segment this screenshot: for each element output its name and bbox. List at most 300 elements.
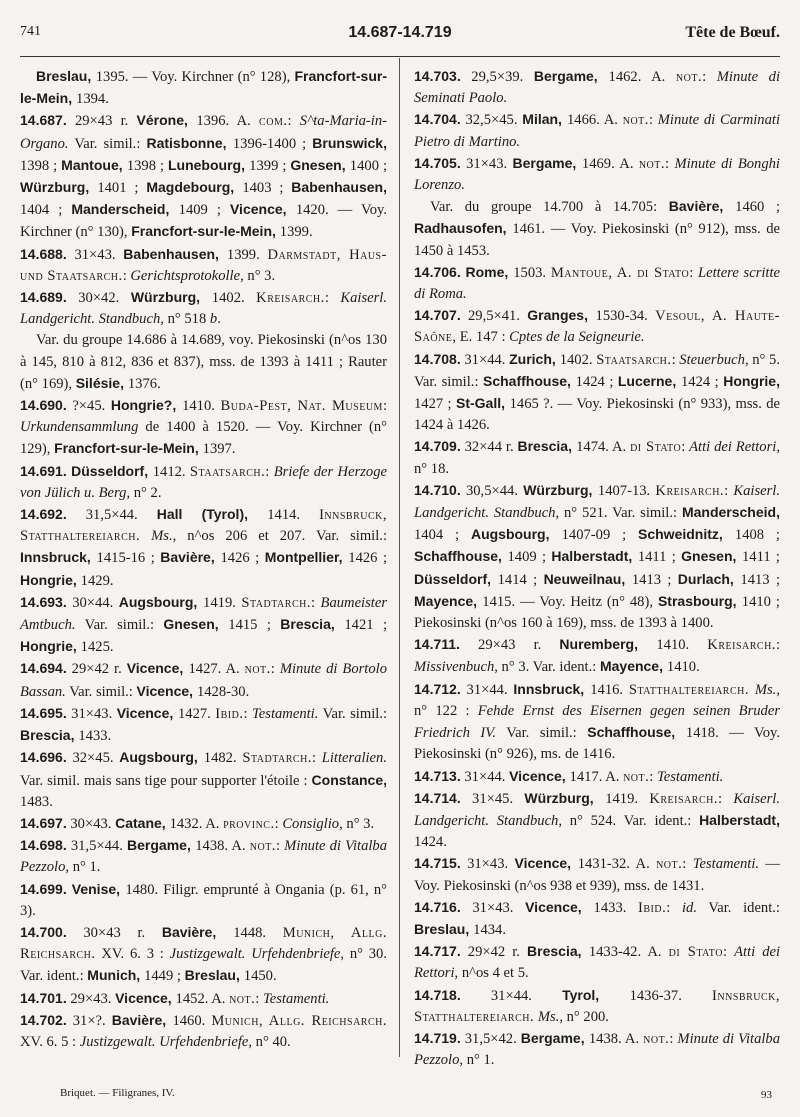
catalog-entry <box>20 922 387 988</box>
entry-number: 14.702. <box>20 1011 67 1028</box>
entry-number: 14.717. <box>414 943 461 960</box>
place-name: Zurich, <box>509 350 560 367</box>
entry-text: 32×45. <box>66 750 120 767</box>
entry-continuation <box>20 330 387 395</box>
place-name: Brescia, <box>517 438 577 455</box>
entry-text: , n° 200. <box>559 1008 609 1025</box>
entry-text: : <box>287 113 300 130</box>
place-name: Breslau, <box>184 967 244 984</box>
catalog-entry <box>414 153 780 196</box>
entry-text: 31,5×44. <box>66 507 157 524</box>
entry-number: 14.692. <box>20 506 67 523</box>
catalog-entry <box>20 287 387 330</box>
entry-text: Var. simil.: <box>318 705 388 722</box>
entry-number: 14.700. <box>20 923 67 940</box>
place-name: Augsbourg, <box>470 526 562 543</box>
place-name: Innsbruck, <box>513 680 591 697</box>
entry-text: 1424 ; <box>575 373 618 390</box>
entry-text: 31×44. <box>460 768 510 785</box>
entry-text: 1421 ; <box>344 617 387 634</box>
place-name: Hongrie, <box>20 571 81 588</box>
entry-text: 1396-1400 ; <box>232 135 313 152</box>
archive-name: Vesoul, A. Haute-Saône <box>414 308 780 346</box>
entry-text: 1424. <box>414 834 447 851</box>
entry-text: 30×44. <box>66 594 119 611</box>
place-name: Vicence, <box>229 201 296 218</box>
entry-text: 1427. A. <box>188 661 245 678</box>
catalog-entry <box>414 66 780 109</box>
entry-text: de 1400 à 1520. — Voy. Kirchner (n° 129), <box>20 419 387 458</box>
place-name: Mantoue, <box>61 156 127 173</box>
archive-name: Staatsarch. <box>189 463 266 480</box>
catalog-entry <box>20 1010 387 1053</box>
entry-text: Var. du groupe 14.686 à 14.689, voy. Piekosinski (n^os 130 à 145, 810 à 812, 836 et 837), mss. de 1393 à 1411 ; Rauter (n° 169), <box>20 332 387 392</box>
place-name: Catane, <box>115 814 170 831</box>
entry-text: 1431-32. A. <box>577 856 657 873</box>
entry-text: 1482. <box>203 750 243 767</box>
place-name: Milan, <box>522 111 567 128</box>
entry-text: 1414. <box>267 507 320 524</box>
place-name: Manderscheid, <box>681 504 780 521</box>
place-name: Breslau, <box>414 920 474 937</box>
catalog-entry <box>414 941 780 984</box>
entry-text: 1429. <box>80 572 114 589</box>
document-title: Cptes de la Seigneurie. <box>509 329 645 346</box>
place-name: Bergame, <box>533 68 609 84</box>
document-title: Minute di Vitalba Pezzolo <box>414 1030 781 1069</box>
entry-text: Var. ident.: <box>696 899 780 916</box>
document-title: Kaiserl. Landgericht. Standbuch <box>414 482 780 522</box>
place-name: Vicence, <box>126 660 189 677</box>
entry-number: 14.699. <box>20 880 67 897</box>
archive-name: com. <box>259 113 288 130</box>
entry-text: 1415 ; <box>228 617 281 634</box>
entry-text: , E. 147 : <box>452 329 510 346</box>
entry-text: : <box>648 112 658 129</box>
place-name: Brescia, <box>20 727 79 744</box>
entry-text: Var. simil.: <box>65 683 137 700</box>
entry-text: 1426 ; <box>348 550 388 567</box>
entry-text: , n° 40. <box>248 1033 291 1050</box>
entry-text: : <box>274 815 283 832</box>
entry-text: 29×42 r. <box>460 944 528 961</box>
catalog-entry <box>414 679 780 766</box>
entry-text: 1415-16 ; <box>96 550 161 567</box>
entry-text: : <box>255 990 263 1007</box>
left-column <box>20 66 387 1053</box>
entry-text: , n° 521. Var. simil.: <box>555 505 682 522</box>
entry-text: 29,5×39. <box>460 69 534 85</box>
catalog-entry <box>414 897 780 941</box>
entry-text: 31,5×42. <box>460 1030 521 1047</box>
entry-number: 14.718. <box>414 986 461 1003</box>
entry-number: 14.687. <box>20 112 67 129</box>
entry-text: 29×43 r. <box>459 637 560 654</box>
entry-text: 1404 ; <box>20 202 72 219</box>
place-name: Magdebourg, <box>146 179 243 196</box>
entry-text: 31×43. <box>460 899 526 916</box>
catalog-entry <box>20 813 387 835</box>
place-name: Gnesen, <box>290 156 350 173</box>
archive-name: Ibid. <box>638 899 667 916</box>
entry-number: 14.707. <box>414 307 461 324</box>
entry-text: , n° 1. <box>65 859 101 876</box>
place-name: Augsbourg, <box>118 593 204 610</box>
entry-number: 14.709. <box>414 438 461 455</box>
entry-text: 1396. A. <box>196 113 260 130</box>
place-name: Augsbourg, <box>119 749 204 766</box>
entry-text: 1433. <box>593 899 639 916</box>
footer-credit: Briquet. — Filigranes, IV. <box>60 1087 175 1099</box>
document-title: Ms. <box>151 528 173 545</box>
entry-text: 1465 ?. — Voy. Piekosinski (n° 933), mss. de 1424 à 1426. <box>414 396 780 434</box>
place-name: Würzburg, <box>20 179 98 196</box>
entry-text: Var. simil.: <box>75 617 164 634</box>
place-name: Babenhausen, <box>291 179 387 196</box>
place-name: Bavière, <box>668 198 736 215</box>
entry-text: 1530-34. <box>595 308 656 325</box>
entry-text: : <box>702 69 717 85</box>
document-title: Consiglio <box>282 815 340 832</box>
entry-text: 31×44. <box>460 351 510 368</box>
document-title: Lettere scritte di Roma. <box>414 264 781 303</box>
place-name: Munich, <box>87 967 145 984</box>
place-name: Halberstadt, <box>699 811 780 828</box>
catalog-entry <box>414 436 780 479</box>
entry-text: : <box>243 705 253 722</box>
entry-text: , n^os 206 et 207. Var. simil.: <box>172 528 387 545</box>
place-name: Babenhausen, <box>123 245 227 262</box>
entry-text: 1411 ; <box>637 549 682 566</box>
entry-text: 1410. <box>182 398 221 415</box>
place-name: Bergame, <box>512 154 582 171</box>
catalog-entry <box>20 658 387 702</box>
place-name: Gnesen, <box>681 548 742 565</box>
entry-text: Var. simil.: <box>68 135 147 152</box>
place-name: Bavière, <box>160 549 221 566</box>
entry-text: 32,5×45. <box>460 112 523 129</box>
archive-name: Munich, Allg. Reichsarch. <box>20 924 387 963</box>
entry-text: 1404 ; <box>414 527 471 544</box>
entry-text: 30×43 r. <box>66 924 162 941</box>
place-name: Schweidnitz, <box>638 526 735 543</box>
document-title: Minute di Seminati Paolo. <box>414 69 781 107</box>
archive-name: not. <box>623 768 650 785</box>
entry-text: 1411 ; <box>741 549 780 566</box>
entry-text: 29×43 r. <box>66 113 137 130</box>
entry-number: 14.704. <box>414 111 461 128</box>
entry-text: 1409 ; <box>178 202 230 219</box>
entry-text: XV. 6. 5 : <box>20 1033 80 1050</box>
place-name: Mayence, <box>414 592 483 609</box>
catalog-entry <box>414 634 780 678</box>
entry-text: 1413 ; <box>740 571 780 588</box>
entry-text: 1452. A. <box>175 990 230 1007</box>
entry-text: 32×44 r. <box>460 439 518 456</box>
entry-text: 1397. <box>202 441 236 458</box>
archive-name: Innsbruck, Statthaltereiarch. <box>414 987 780 1025</box>
entry-text: 1466. A. <box>566 112 623 129</box>
place-name: Würzburg, <box>130 289 212 306</box>
place-name: St-Gall, <box>455 395 510 412</box>
place-name: Schaffhouse, <box>483 372 576 389</box>
place-name: Schaffhouse, <box>587 724 686 741</box>
entry-text: 31×43. <box>460 155 513 172</box>
entry-number: 14.712. <box>414 680 461 697</box>
document-title: Ms. <box>754 681 777 698</box>
entry-text: : <box>682 856 693 873</box>
document-title: Gerichtsprotokolle <box>130 267 241 284</box>
catalog-entry <box>20 395 387 461</box>
archive-name: not. <box>643 1030 670 1047</box>
catalog-entry <box>20 747 387 813</box>
entry-text: : <box>382 398 387 415</box>
archive-name: not. <box>249 838 276 855</box>
entry-text: 1394. <box>76 91 109 108</box>
running-title: Tête de Bœuf. <box>685 24 780 41</box>
entry-text: 1436-37. <box>629 987 713 1004</box>
place-name: Francfort-sur-le-Mein, <box>131 223 280 240</box>
entry-text: : <box>265 463 274 480</box>
entry-number: 14.695. <box>20 704 67 721</box>
document-title: b <box>209 311 218 328</box>
entry-number: 14.691. <box>20 462 67 479</box>
entry-number: 14.708. <box>414 350 461 367</box>
entry-text: : <box>669 1030 678 1047</box>
entry-text: 31,5×44. <box>66 838 128 855</box>
entry-text: : <box>671 351 680 368</box>
entry-text: 1400 ; <box>349 157 387 174</box>
entry-text: 1395. — Voy. Kirchner (n° 128), <box>95 69 295 85</box>
place-name: Vicence, <box>514 855 578 872</box>
entry-text: : <box>324 290 341 307</box>
place-name: Breslau, <box>36 68 96 84</box>
entry-number: 14.713. <box>414 767 461 784</box>
entry-text: 1461. — Voy. Piekosinski (n° 912), mss. de 1450 à 1453. <box>414 221 780 259</box>
document-title: Testamenti. <box>252 705 319 722</box>
catalog-entry <box>20 879 387 922</box>
document-title: Minute di Vitalba Pezzolo <box>20 838 388 876</box>
entry-text: 1460 ; <box>735 199 781 216</box>
place-name: Schaffhouse, <box>414 548 508 565</box>
entry-number: 14.706. <box>414 263 461 280</box>
archive-name: Ibid. <box>215 705 244 722</box>
entry-text: 1419. <box>605 790 650 807</box>
document-title: Litteralien. <box>321 750 387 767</box>
catalog-entry <box>20 504 387 592</box>
place-name: Manderscheid, <box>71 201 179 218</box>
entry-text: Var. simil. mais sans tige pour supporter l'étoile : <box>20 772 312 789</box>
entry-text: 1434. <box>473 921 506 938</box>
document-title: Testamenti. <box>656 768 724 785</box>
entry-text: , n° 18. <box>414 439 780 477</box>
place-name: Strasbourg, <box>657 592 742 609</box>
catalog-entry <box>414 480 780 634</box>
entry-number: 14.711. <box>414 636 460 653</box>
document-title: Kaiserl. Landgericht. Standbuch <box>414 790 780 829</box>
document-title: Minute di Bortolo Bassan. <box>20 661 387 700</box>
archive-name: Statthaltereiarch. <box>628 681 750 698</box>
entry-text: — Voy. Piekosinski (n^os 938 et 939), mss. de 1431. <box>414 856 781 894</box>
entry-text: 1403 ; <box>242 180 292 197</box>
catalog-entry <box>20 461 387 504</box>
entry-text: 1449 ; <box>144 968 185 985</box>
entry-text: 29×43. <box>66 990 116 1007</box>
catalog-entry <box>20 592 387 659</box>
entry-text: 29,5×41. <box>460 308 528 325</box>
archive-name: Kreisarch. <box>655 482 725 499</box>
place-name: Ratisbonne, <box>146 134 233 151</box>
place-name: Neuweilnau, <box>543 570 632 587</box>
entry-text: 1398 ; <box>126 157 168 174</box>
entry-text: 1462. A. <box>608 69 676 85</box>
document-title: Testamenti. <box>262 990 330 1007</box>
place-name: Bavière, <box>161 923 234 940</box>
entry-text: XV. 6. 3 : <box>95 946 170 963</box>
place-name: Lucerne, <box>617 372 681 389</box>
entry-text: 1433. <box>78 728 112 745</box>
place-name: Hongrie, <box>723 372 780 389</box>
place-name: Tyrol, <box>562 986 630 1003</box>
entry-text: 1426 ; <box>220 550 265 567</box>
entry-text: , n° 2. <box>126 484 162 501</box>
entry-text: 1418. — Voy. Piekosinski (n° 926), ms. de 1416. <box>414 725 781 763</box>
entry-number: 14.719. <box>414 1029 461 1046</box>
catalog-entry <box>414 262 780 305</box>
page-header <box>20 18 780 48</box>
catalog-entry <box>414 349 780 437</box>
place-name: Bavière, <box>111 1011 173 1028</box>
entry-text: 1407-13. <box>597 482 656 499</box>
entry-number: 14.689. <box>20 289 67 306</box>
entry-text: 31×43. <box>66 705 117 722</box>
place-name: Nuremberg, <box>559 636 657 653</box>
place-name: Halberstadt, <box>551 548 638 565</box>
entry-text: , n° 30. Var. ident.: <box>20 946 387 985</box>
archive-name: not. <box>229 990 256 1007</box>
entry-continuation <box>414 196 780 262</box>
entry-text: : <box>310 594 321 611</box>
catalog-entry <box>414 305 780 348</box>
place-name: Gnesen, <box>163 616 229 633</box>
archive-name: Kreisarch. <box>649 790 718 807</box>
place-name: Francfort-sur-le-Mein, <box>54 440 203 457</box>
place-name: Granges, <box>527 307 596 324</box>
entry-text: 1425. <box>80 639 114 656</box>
entry-text: , n° 524. Var. ident.: <box>558 812 700 829</box>
entry-text: 1401 ; <box>97 180 147 197</box>
entry-text: 1399. <box>226 246 268 263</box>
entry-text: 1438. A. <box>588 1030 644 1047</box>
entry-text: 1448. <box>233 924 283 941</box>
entry-text: 1460. <box>172 1012 212 1029</box>
right-column <box>414 66 780 1071</box>
document-title: Steuerbuch <box>679 351 745 368</box>
entry-text: 29×42 r. <box>66 661 127 678</box>
document-title: Justizgewalt. Urfehdenbriefe <box>79 1033 249 1050</box>
entry-text: 31×44. <box>460 681 514 698</box>
archive-name: Kreisarch. <box>256 290 325 307</box>
entry-text: 31×?. <box>66 1012 112 1029</box>
entry-text: : <box>724 482 734 499</box>
document-title: Baumeister Amtbuch. <box>20 594 388 634</box>
entry-text: : <box>649 768 657 785</box>
entry-text: 1503. <box>513 264 551 281</box>
entry-number: 14.705. <box>414 154 461 171</box>
entry-text: 30×42. <box>66 290 131 307</box>
place-name: Mayence, <box>599 658 667 675</box>
place-name: Brunswick, <box>312 134 387 151</box>
document-title: Briefe der Herzoge von Jülich u. Berg <box>20 463 388 501</box>
place-name: Francfort-sur-le-Mein, <box>20 68 387 107</box>
document-title: Atti dei Rettori <box>689 439 777 456</box>
place-name: Lunebourg, <box>167 156 250 173</box>
catalog-entry <box>414 766 780 788</box>
entry-text: 1376. <box>127 375 161 392</box>
catalog-entry <box>414 853 780 896</box>
entry-text: , n° 1. <box>459 1052 495 1069</box>
entry-text: 31×43. <box>460 856 515 873</box>
entry-number: 14.698. <box>20 837 67 854</box>
place-name: Rome, <box>465 263 514 280</box>
entry-text: , n^os 4 et 5. <box>454 965 529 982</box>
catalog-entry <box>20 835 387 878</box>
place-name: Brescia, <box>527 943 589 960</box>
document-title: S^ta-Maria-in-Organo. <box>20 113 388 152</box>
entry-number: 14.693. <box>20 593 67 610</box>
entry-number: 14.710. <box>414 481 461 498</box>
archive-name: Stadtarch. <box>242 750 312 767</box>
entry-number: 14.688. <box>20 245 67 262</box>
entry-text: 1415. — Voy. Heitz (n° 48), <box>482 593 658 610</box>
entry-text: 1480. Filigr. emprunté à Ongania (p. 61, n° 3). <box>20 881 387 919</box>
place-name: Radhausofen, <box>414 220 513 237</box>
entry-number: 14.694. <box>20 660 67 677</box>
document-title: Fehde Ernst des Eisernen gegen seinen Bruder Friedrich IV. <box>414 702 781 742</box>
entry-text: 31×45. <box>460 790 525 807</box>
archive-name: Munich, Allg. Reichsarch. <box>211 1012 388 1029</box>
document-title: Minute di Bonghi Lorenzo. <box>414 155 780 194</box>
place-name: Hall (Tyrol), <box>156 506 268 523</box>
footer-signature: 93 <box>761 1089 772 1101</box>
place-name: Würzburg, <box>523 481 598 498</box>
entry-text: 1398 ; <box>20 157 62 174</box>
archive-name: not. <box>244 661 271 678</box>
entry-text: 1469. A. <box>581 155 639 172</box>
entry-text: 1412. <box>152 463 190 480</box>
entry-text: 1399 ; <box>249 157 291 174</box>
entry-text: 1419. <box>203 594 242 611</box>
entry-text: : <box>666 899 682 916</box>
entry-text: . <box>217 311 221 328</box>
place-name: Düsseldorf, <box>414 570 498 587</box>
entry-continuation <box>20 66 387 110</box>
entry-text: 1438. A. <box>195 838 250 855</box>
place-name: Vicence, <box>136 682 197 699</box>
entry-text: 1410. <box>666 659 700 676</box>
entry-text: : <box>689 264 698 281</box>
entry-number: 14.715. <box>414 855 461 872</box>
entry-text: 31×43. <box>66 246 124 263</box>
entry-text: 1407-09 ; <box>561 527 638 544</box>
place-name: Hongrie, <box>20 638 81 655</box>
entry-text: 1402. <box>211 290 257 307</box>
archive-name: not. <box>656 856 683 873</box>
document-title: Missivenbuch <box>414 659 495 676</box>
entry-text: 1428-30. <box>196 683 250 700</box>
archive-name: di Stato <box>630 439 682 456</box>
place-name: Montpellier, <box>264 549 349 566</box>
